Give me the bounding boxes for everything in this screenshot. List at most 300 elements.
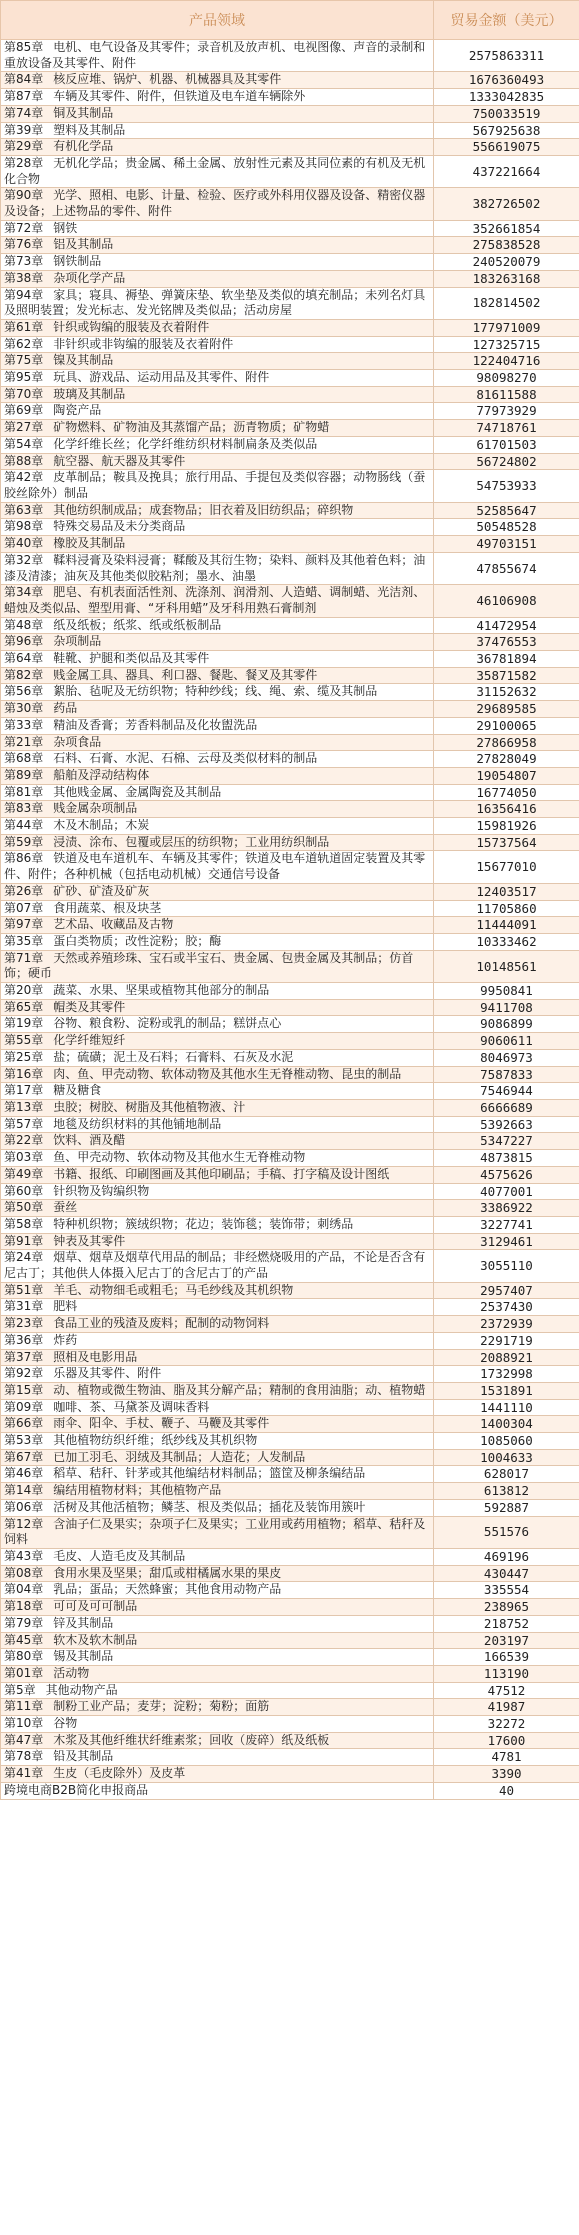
category-cell [1,319,434,336]
chapter-label: 第33章 [4,717,44,732]
table-row [1,155,579,187]
category-description: 帽类及其零件 [53,999,126,1014]
table-row [1,353,579,370]
category-description: 钢铁制品 [53,254,102,269]
category-description: 炸药 [53,1332,78,1347]
trade-amount-cell: 47855674 [434,552,579,584]
table-row [1,634,579,651]
trade-amount-cell: 437221664 [434,155,579,187]
chapter-label: 第13章 [4,1100,44,1114]
category-description: 石料、石膏、水泥、石棉、云母及类似材料的制品 [53,751,318,766]
category-cell [1,1632,434,1649]
category-cell [1,1449,434,1466]
chapter-label: 第39章 [4,122,44,137]
table-row [1,220,579,237]
trade-amount-cell: 113190 [434,1665,579,1682]
category-description: 纸及纸板；纸浆、纸或纸板制品 [53,617,222,632]
category-cell [1,1782,434,1799]
chapter-label: 第83章 [4,801,44,816]
table-row [1,370,579,387]
trade-amount-cell: 218752 [434,1615,579,1632]
trade-amount-cell: 5347227 [434,1133,579,1150]
table-row [1,917,579,934]
table-row [1,436,579,453]
trade-amount-cell: 430447 [434,1565,579,1582]
category-cell [1,1615,434,1632]
chapter-label: 第23章 [4,1316,44,1331]
category-cell [1,386,434,403]
trade-amount-cell: 166539 [434,1649,579,1666]
category-description: 针织或钩编的服装及衣着附件 [53,319,210,334]
trade-amount-cell: 8046973 [434,1049,579,1066]
chapter-label: 第38章 [4,270,44,285]
category-cell [1,1416,434,1433]
category-cell [1,1016,434,1033]
category-cell [1,1665,434,1682]
table-row [1,1699,579,1716]
category-cell [1,1766,434,1783]
table-row [1,1682,579,1699]
category-description: 鞣料浸膏及染料浸膏；鞣酸及其衍生物；染料、颜料及其他着色料；油漆及清漆；油灰及其他类似胶粘剂；墨水、油墨 [4,552,426,583]
category-description: 浸渍、涂布、包覆或层压的纺织物；工业用纺织制品 [53,834,330,849]
trade-amount-cell: 203197 [434,1632,579,1649]
category-cell [1,237,434,254]
trade-amount-cell: 352661854 [434,220,579,237]
table-row [1,552,579,584]
category-cell [1,1565,434,1582]
category-description: 杂项化学产品 [53,270,126,285]
table-row [1,1749,579,1766]
category-description: 谷物 [53,1716,78,1731]
trade-amount-cell: 2088921 [434,1349,579,1366]
chapter-label: 第25章 [4,1049,44,1064]
chapter-label: 第16章 [4,1066,44,1081]
table-row [1,1282,579,1299]
category-description: 盐；硫磺；泥土及石料；石膏料、石灰及水泥 [53,1049,294,1064]
chapter-label: 第15章 [4,1382,44,1397]
category-cell [1,950,434,982]
trade-amount-cell: 2372939 [434,1316,579,1333]
category-description: 无机化学品；贵金属、稀土金属、放射性元素及其同位素的有机及无机化合物 [4,155,426,186]
category-cell [1,536,434,553]
trade-amount-cell: 52585647 [434,502,579,519]
category-description: 艺术品、收藏品及古物 [53,917,174,932]
category-description: 陶瓷产品 [53,403,102,418]
table-row [1,818,579,835]
table-row [1,950,579,982]
category-cell [1,254,434,271]
table-row [1,585,579,617]
chapter-label: 第41章 [4,1766,44,1781]
chapter-label: 第26章 [4,883,44,898]
category-cell [1,139,434,156]
category-cell [1,900,434,917]
chapter-label: 第55章 [4,1033,44,1048]
chapter-label: 第60章 [4,1183,44,1198]
trade-amount-cell: 335554 [434,1582,579,1599]
table-row [1,1582,579,1599]
category-description: 船舶及浮动结构体 [53,767,150,782]
category-cell [1,818,434,835]
category-description: 电机、电气设备及其零件；录音机及放声机、电视图像、声音的录制和重放设备及其零件、附件 [4,40,426,70]
category-description: 钢铁 [53,220,78,235]
category-cell [1,453,434,470]
category-description: 铁道及电车道机车、车辆及其零件；铁道及电车道轨道固定装置及其零件、附件；各种机械（包括电动机械）交通信号设备 [4,851,426,882]
category-cell [1,1100,434,1117]
trade-amount-cell: 2957407 [434,1282,579,1299]
table-row [1,1183,579,1200]
category-description: 虫胶；树胶、树脂及其他植物液、汁 [53,1100,246,1114]
trade-amount-cell: 35871582 [434,667,579,684]
trade-amount-cell: 40 [434,1782,579,1799]
chapter-label: 第85章 [4,40,44,54]
table-row [1,40,579,72]
trade-amount-cell: 177971009 [434,319,579,336]
chapter-label: 第87章 [4,89,44,104]
trade-amount-cell: 750033519 [434,105,579,122]
chapter-label: 第66章 [4,1416,44,1431]
table-row [1,1416,579,1433]
trade-amount-cell: 27828049 [434,751,579,768]
table-row [1,1499,579,1516]
table-row [1,1316,579,1333]
category-description: 跨境电商B2B简化申报商品 [4,1782,149,1797]
category-description: 皮革制品；鞍具及挽具；旅行用品、手提包及类似容器；动物肠线（蚕胶丝除外）制品 [4,470,426,500]
category-cell [1,917,434,934]
chapter-label: 第98章 [4,519,44,534]
table-row [1,1483,579,1500]
category-description: 絮胎、毡呢及无纺织物；特种纱线；线、绳、索、缆及其制品 [53,684,378,699]
chapter-label: 第47章 [4,1732,44,1747]
category-description: 杂项食品 [53,734,102,749]
category-description: 食品工业的残渣及废料；配制的动物饲料 [53,1316,270,1331]
category-cell [1,1233,434,1250]
category-cell [1,519,434,536]
chapter-label: 第10章 [4,1716,44,1731]
category-description: 生皮（毛皮除外）及皮革 [53,1766,186,1781]
category-cell [1,89,434,106]
table-row [1,1033,579,1050]
table-row [1,1016,579,1033]
table-row [1,89,579,106]
category-description: 蚕丝 [53,1200,78,1215]
category-cell [1,1083,434,1100]
table-row [1,1399,579,1416]
chapter-label: 第91章 [4,1233,44,1248]
chapter-label: 第97章 [4,917,44,932]
trade-amount-cell: 122404716 [434,353,579,370]
trade-amount-cell: 382726502 [434,188,579,220]
chapter-label: 第36章 [4,1332,44,1347]
trade-amount-cell: 11705860 [434,900,579,917]
category-cell [1,1716,434,1733]
chapter-label: 第76章 [4,237,44,252]
category-description: 杂项制品 [53,634,102,649]
table-row [1,684,579,701]
table-row [1,403,579,420]
table-row [1,1299,579,1316]
chapter-label: 第46章 [4,1466,44,1481]
chapter-label: 第74章 [4,105,44,120]
category-description: 乳品；蛋品；天然蜂蜜；其他食用动物产品 [53,1582,282,1597]
category-description: 已加工羽毛、羽绒及其制品；人造花；人发制品 [53,1449,306,1464]
category-description: 核反应堆、锅炉、机器、机械器具及其零件 [53,72,282,87]
table-row [1,1150,579,1167]
trade-amount-cell: 592887 [434,1499,579,1516]
category-cell [1,585,434,617]
chapter-label: 第17章 [4,1083,44,1098]
category-cell [1,552,434,584]
trade-amount-cell: 4781 [434,1749,579,1766]
table-row [1,701,579,718]
table-row [1,270,579,287]
category-description: 锌及其制品 [53,1615,114,1630]
category-description: 鞋靴、护腿和类似品及其零件 [53,651,210,666]
trade-amount-cell: 15981926 [434,818,579,835]
chapter-label: 第09章 [4,1399,44,1414]
trade-amount-cell: 3390 [434,1766,579,1783]
table-row [1,1649,579,1666]
category-description: 针织物及钩编织物 [53,1183,150,1198]
category-cell [1,801,434,818]
table-row [1,1548,579,1565]
trade-amount-cell: 567925638 [434,122,579,139]
table-row [1,536,579,553]
table-row [1,188,579,220]
category-cell [1,1399,434,1416]
chapter-label: 第70章 [4,386,44,401]
table-row [1,1632,579,1649]
category-description: 木及木制品；木炭 [53,818,150,833]
table-row [1,1083,579,1100]
category-cell [1,220,434,237]
trade-amount-cell: 1441110 [434,1399,579,1416]
chapter-label: 第37章 [4,1349,44,1364]
trade-amount-cell: 49703151 [434,536,579,553]
table-row [1,1366,579,1383]
chapter-label: 第44章 [4,818,44,833]
trade-amount-cell: 4077001 [434,1183,579,1200]
table-row [1,1216,579,1233]
trade-amount-cell: 238965 [434,1599,579,1616]
chapter-label: 第84章 [4,72,44,87]
category-cell [1,1483,434,1500]
category-description: 动、植物或微生物油、脂及其分解产品；精制的食用油脂；动、植物蜡 [53,1382,426,1397]
trade-amount-cell: 56724802 [434,453,579,470]
category-description: 活动物 [53,1665,90,1680]
category-cell [1,617,434,634]
category-cell [1,403,434,420]
table-row [1,1349,579,1366]
chapter-label: 第40章 [4,536,44,551]
chapter-label: 第61章 [4,319,44,334]
category-cell [1,188,434,220]
category-description: 糖及糖食 [53,1083,102,1098]
category-cell [1,634,434,651]
chapter-label: 第64章 [4,651,44,666]
chapter-label: 第42章 [4,470,44,485]
trade-amount-cell: 1531891 [434,1382,579,1399]
trade-amount-cell: 2291719 [434,1332,579,1349]
table-row [1,717,579,734]
chapter-label: 第71章 [4,950,44,965]
chapter-label: 第48章 [4,617,44,632]
table-row [1,1782,579,1799]
category-description: 镍及其制品 [53,353,114,368]
trade-amount-cell: 9060611 [434,1033,579,1050]
trade-amount-cell: 3227741 [434,1216,579,1233]
trade-amount-cell: 77973929 [434,403,579,420]
table-row [1,751,579,768]
category-cell [1,1332,434,1349]
category-description: 橡胶及其制品 [53,536,126,551]
category-description: 玻璃及其制品 [53,386,126,401]
table-row [1,617,579,634]
trade-amount-cell: 61701503 [434,436,579,453]
trade-amount-cell: 32272 [434,1716,579,1733]
trade-amount-cell: 1085060 [434,1433,579,1450]
category-description: 谷物、粮食粉、淀粉或乳的制品；糕饼点心 [53,1016,282,1031]
category-cell [1,1250,434,1282]
chapter-label: 第01章 [4,1665,44,1680]
trade-amount-cell: 98098270 [434,370,579,387]
chapter-label: 第11章 [4,1699,44,1714]
trade-amount-cell: 41987 [434,1699,579,1716]
trade-amount-cell: 81611588 [434,386,579,403]
trade-amount-cell: 50548528 [434,519,579,536]
chapter-label: 第30章 [4,701,44,716]
category-description: 贱金属杂项制品 [53,801,138,816]
trade-amount-cell: 37476553 [434,634,579,651]
category-description: 可可及可可制品 [53,1599,138,1614]
table-row [1,1449,579,1466]
category-cell [1,933,434,950]
trade-amount-cell: 2575863311 [434,40,579,72]
chapter-label: 第07章 [4,900,44,915]
category-cell [1,717,434,734]
category-cell [1,1732,434,1749]
category-description: 活树及其他活植物；鳞茎、根及类似品；插花及装饰用簇叶 [53,1499,366,1514]
category-description: 咖啡、茶、马黛茶及调味香料 [53,1399,210,1414]
category-cell [1,1349,434,1366]
chapter-label: 第65章 [4,999,44,1014]
category-cell [1,1366,434,1383]
category-cell [1,751,434,768]
category-cell [1,1649,434,1666]
category-cell [1,767,434,784]
chapter-label: 第28章 [4,155,44,170]
category-cell [1,1282,434,1299]
category-cell [1,1582,434,1599]
table-row [1,1116,579,1133]
table-row [1,1066,579,1083]
table-row [1,667,579,684]
table-row [1,336,579,353]
category-cell [1,470,434,502]
category-description: 有机化学品 [53,139,114,154]
trade-amount-cell: 7587833 [434,1066,579,1083]
trade-amount-cell: 11444091 [434,917,579,934]
category-description: 化学纤维长丝；化学纤维纺织材料制扁条及类似品 [53,436,318,451]
trade-amount-cell: 41472954 [434,617,579,634]
table-row [1,883,579,900]
table-row [1,1466,579,1483]
chapter-label: 第49章 [4,1166,44,1181]
category-cell [1,72,434,89]
trade-amount-cell: 275838528 [434,237,579,254]
category-description: 木浆及其他纤维状纤维素浆；回收（废碎）纸及纸板 [53,1732,330,1747]
table-row [1,1100,579,1117]
category-cell [1,502,434,519]
table-row [1,502,579,519]
category-cell [1,336,434,353]
chapter-label: 第82章 [4,667,44,682]
table-row [1,900,579,917]
trade-amount-cell: 16356416 [434,801,579,818]
trade-amount-cell: 613812 [434,1483,579,1500]
category-description: 塑料及其制品 [53,122,126,137]
chapter-label: 第96章 [4,634,44,649]
category-description: 稻草、秸秆、针茅或其他编结材料制品；篮筐及柳条编结品 [53,1466,366,1481]
chapter-label: 第88章 [4,453,44,468]
chapter-label: 第80章 [4,1649,44,1664]
table-row [1,1599,579,1616]
category-description: 精油及香膏；芳香料制品及化妆盥洗品 [53,717,258,732]
category-description: 书籍、报纸、印刷图画及其他印刷品；手稿、打字稿及设计图纸 [53,1166,390,1181]
chapter-label: 第81章 [4,784,44,799]
trade-amount-cell: 3386922 [434,1200,579,1217]
trade-amount-cell: 2537430 [434,1299,579,1316]
chapter-label: 第62章 [4,336,44,351]
category-description: 光学、照相、电影、计量、检验、医疗或外科用仪器及设备、精密仪器及设备；上述物品的零件、附件 [4,188,426,219]
category-cell [1,353,434,370]
table-row [1,420,579,437]
chapter-label: 第18章 [4,1599,44,1614]
category-description: 贱金属工具、器具、利口器、餐匙、餐叉及其零件 [53,667,318,682]
chapter-label: 第5章 [4,1682,36,1697]
category-description: 特种机织物；簇绒织物；花边；装饰毯；装饰带；刺绣品 [53,1216,354,1231]
table-row [1,105,579,122]
category-description: 铅及其制品 [53,1749,114,1764]
category-description: 食用水果及坚果；甜瓜或柑橘属水果的果皮 [53,1565,282,1580]
category-description: 制粉工业产品；麦芽；淀粉；菊粉；面筋 [53,1699,270,1714]
category-description: 肉、鱼、甲壳动物、软体动物及其他水生无脊椎动物、昆虫的制品 [53,1066,402,1081]
chapter-label: 第59章 [4,834,44,849]
chapter-label: 第53章 [4,1433,44,1448]
chapter-label: 第92章 [4,1366,44,1381]
table-row [1,983,579,1000]
trade-amount-cell: 74718761 [434,420,579,437]
category-cell [1,651,434,668]
category-cell [1,1382,434,1399]
category-cell [1,834,434,851]
table-row [1,1516,579,1548]
chapter-label: 第78章 [4,1749,44,1764]
category-cell [1,999,434,1016]
category-cell [1,1066,434,1083]
category-cell [1,155,434,187]
category-description: 特殊交易品及未分类商品 [53,519,186,534]
table-row [1,1049,579,1066]
trade-amount-cell: 46106908 [434,585,579,617]
header-amount: 贸易金额（美元） [434,1,579,40]
table-row [1,237,579,254]
table-row [1,734,579,751]
table-row [1,1332,579,1349]
chapter-label: 第50章 [4,1200,44,1215]
category-cell [1,1150,434,1167]
table-row [1,851,579,883]
